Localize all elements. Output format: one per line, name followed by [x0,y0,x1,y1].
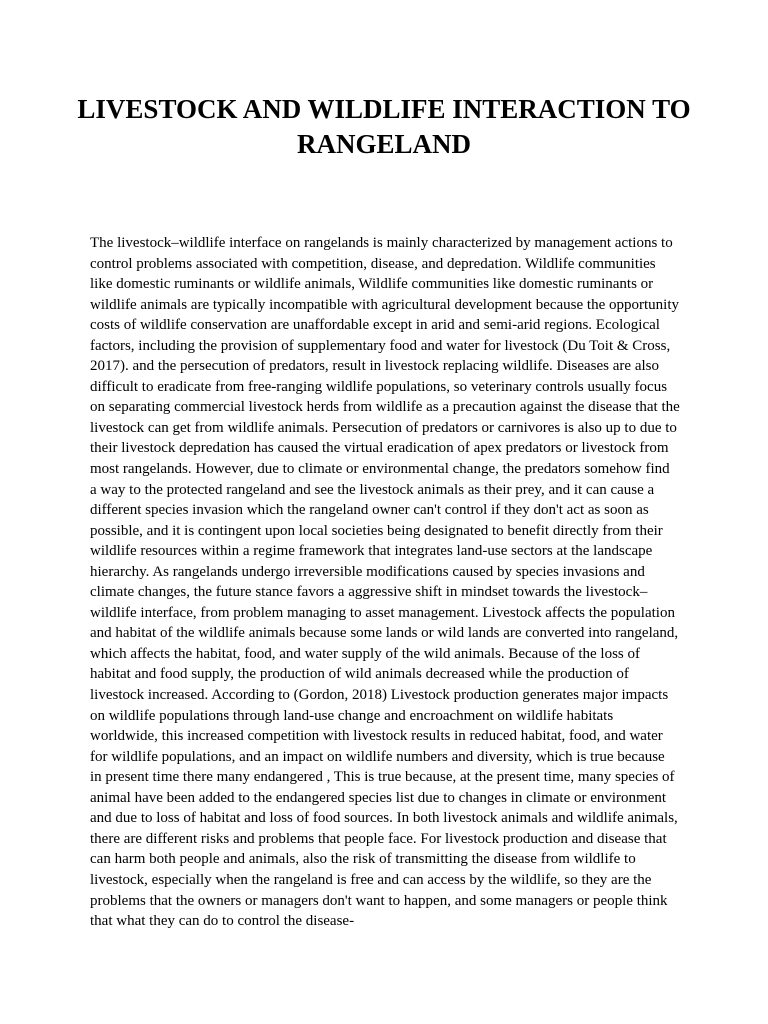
body-paragraph: The livestock–wildlife interface on rangelands is mainly characterized by management actions to control problems associated with competition, disease, and depredation. Wildlife communities like domestic ruminants or wildlife animals, Wildlife communities like domestic ruminants or wildlife animals are typically incompatible with agricultural development because the opportunity costs of wildlife conservation are unaffordable except in arid and semi-arid regions. Ecological factors, including the provision of supplementary food and water for livestock (Du Toit & Cross, 2017). and the persecution of predators, result in livestock replacing wildlife. Diseases are also difficult to eradicate from free-ranging wildlife populations, so veterinary controls usually focus on separating commercial livestock herds from wildlife as a precaution against the disease that the livestock can get from wildlife animals. Persecution of predators or carnivores is also up to due to their livestock depredation has caused the virtual eradication of apex predators or livestock from most rangelands. However, due to climate or environmental change, the predators somehow find a way to the protected rangeland and see the livestock animals as their prey, and it can cause a different species invasion which the rangeland owner can't control if they don't act as soon as possible, and it is contingent upon local societies being designated to benefit directly from their wildlife resources within a regime framework that integrates land-use sectors at the landscape hierarchy. As rangelands undergo irreversible modifications caused by species invasions and climate changes, the future stance favors a aggressive shift in mindset towards the livestock–wildlife interface, from problem managing to asset management. Livestock affects the population and habitat of the wildlife animals because some lands or wild lands are converted into rangeland, which affects the habitat, food, and water supply of the wild animals. Because of the loss of habitat and food supply, the production of wild animals decreased while the production of livestock increased. According to (Gordon, 2018) Livestock production generates major impacts on wildlife populations through land-use change and encroachment on wildlife habitats worldwide, this increased competition with livestock results in reduced habitat, food, and water for wildlife populations, and an impact on wildlife numbers and diversity, which is true because in present time there many endangered , This is true because, at the present time, many species of animal have been added to the endangered species list due to changes in climate or environment and due to loss of habitat and loss of food sources. In both livestock animals and wildlife animals, there are different risks and problems that people face. For livestock production and disease that can harm both people and animals, also the risk of transmitting the disease from wildlife to livestock, especially when the rangeland is free and can access by the wildlife, so they are the problems that the owners or managers don't want to happen, and some managers or people think that what they can do to control the disease- [90,235,680,930]
document-title: LIVESTOCK AND WILDLIFE INTERACTION TO RANGELAND [77,94,691,159]
